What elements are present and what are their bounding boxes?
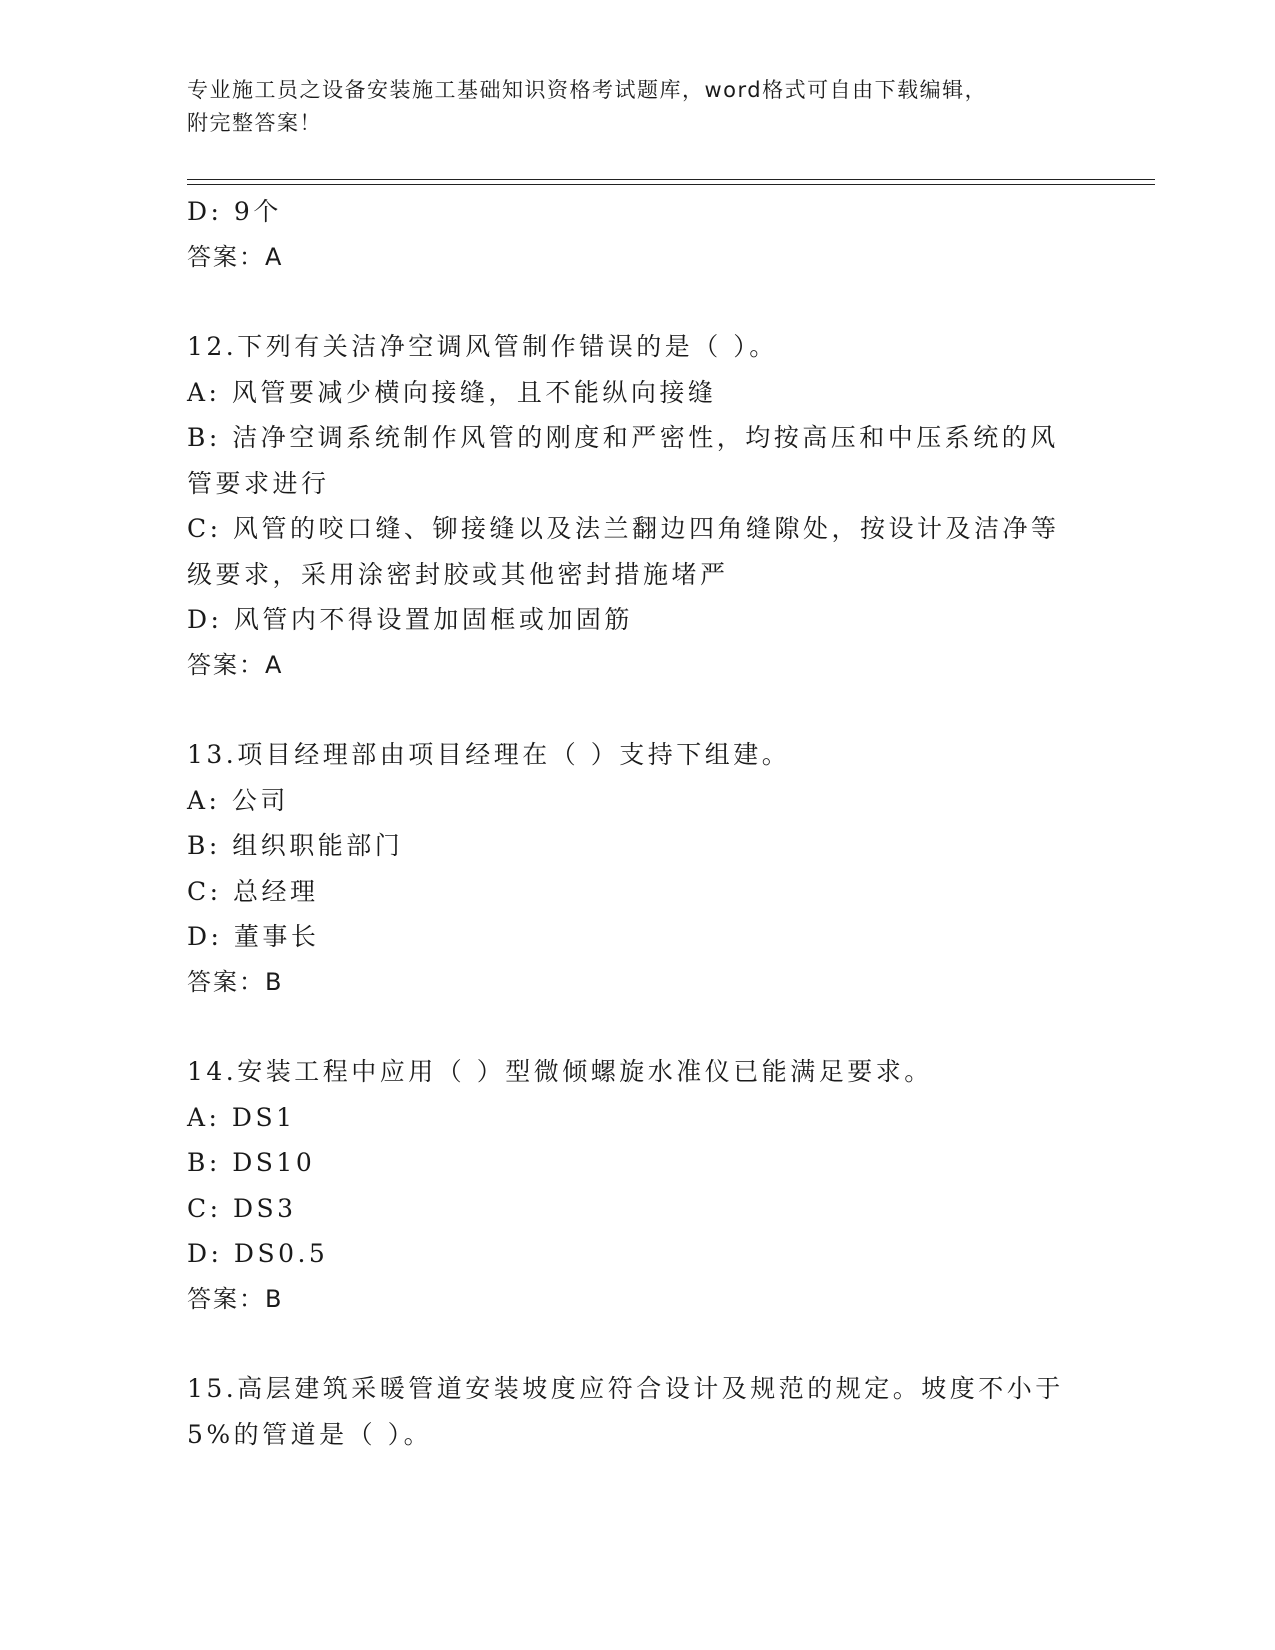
question-stem: 15.高层建筑采暖管道安装坡度应符合设计及规范的规定。坡度不小于5%的管道是（ ）。 (187, 1374, 1064, 1449)
question-stem: 12.下列有关洁净空调风管制作错误的是（ ）。 (187, 332, 778, 361)
option-b: B: 组织职能部门 (187, 831, 404, 860)
question-stem: 14.安装工程中应用（ ）型微倾螺旋水准仪已能满足要求。 (187, 1057, 933, 1086)
answer: 答案：A (187, 650, 284, 679)
option-c: C: 总经理 (187, 876, 319, 906)
document-header (187, 74, 1087, 140)
question-15 (187, 1366, 1087, 1457)
prev-answer: 答案：A (187, 242, 284, 271)
header-divider-bottom (187, 184, 1155, 185)
question-12 (187, 324, 1087, 688)
answer: 答案：B (187, 1284, 284, 1313)
answer: 答案：B (187, 967, 284, 996)
header-line-1: 专业施工员之设备安装施工基础知识资格考试题库，word格式可自由下载编辑， (187, 78, 988, 102)
header-divider-top (187, 179, 1155, 180)
option-d: D: 董事长 (187, 922, 320, 951)
option-b: B: 洁净空调系统制作风管的刚度和严密性，均按高压和中压系统的风管要求进行 (187, 423, 1059, 498)
option-b: B: DS10 (187, 1148, 316, 1177)
option-a: A: DS1 (187, 1102, 296, 1132)
option-c: C: DS3 (187, 1193, 297, 1223)
option-c: C: 风管的咬口缝、铆接缝以及法兰翻边四角缝隙处，按设计及洁净等级要求，采用涂密封胶或其他密封措施堵严 (187, 514, 1060, 589)
question-14 (187, 1049, 1087, 1322)
header-line-2: 附完整答案！ (187, 111, 322, 135)
option-d: D: DS0.5 (187, 1239, 329, 1268)
question-13 (187, 732, 1087, 1005)
option-a: A: 风管要减少横向接缝，且不能纵向接缝 (187, 377, 717, 407)
question-content (187, 189, 1087, 1457)
option-a: A: 公司 (187, 785, 289, 815)
question-stem: 13.项目经理部由项目经理在（ ）支持下组建。 (187, 740, 791, 769)
prev-option-d: D: 9个 (187, 197, 282, 226)
option-d: D: 风管内不得设置加固框或加固筋 (187, 605, 633, 634)
